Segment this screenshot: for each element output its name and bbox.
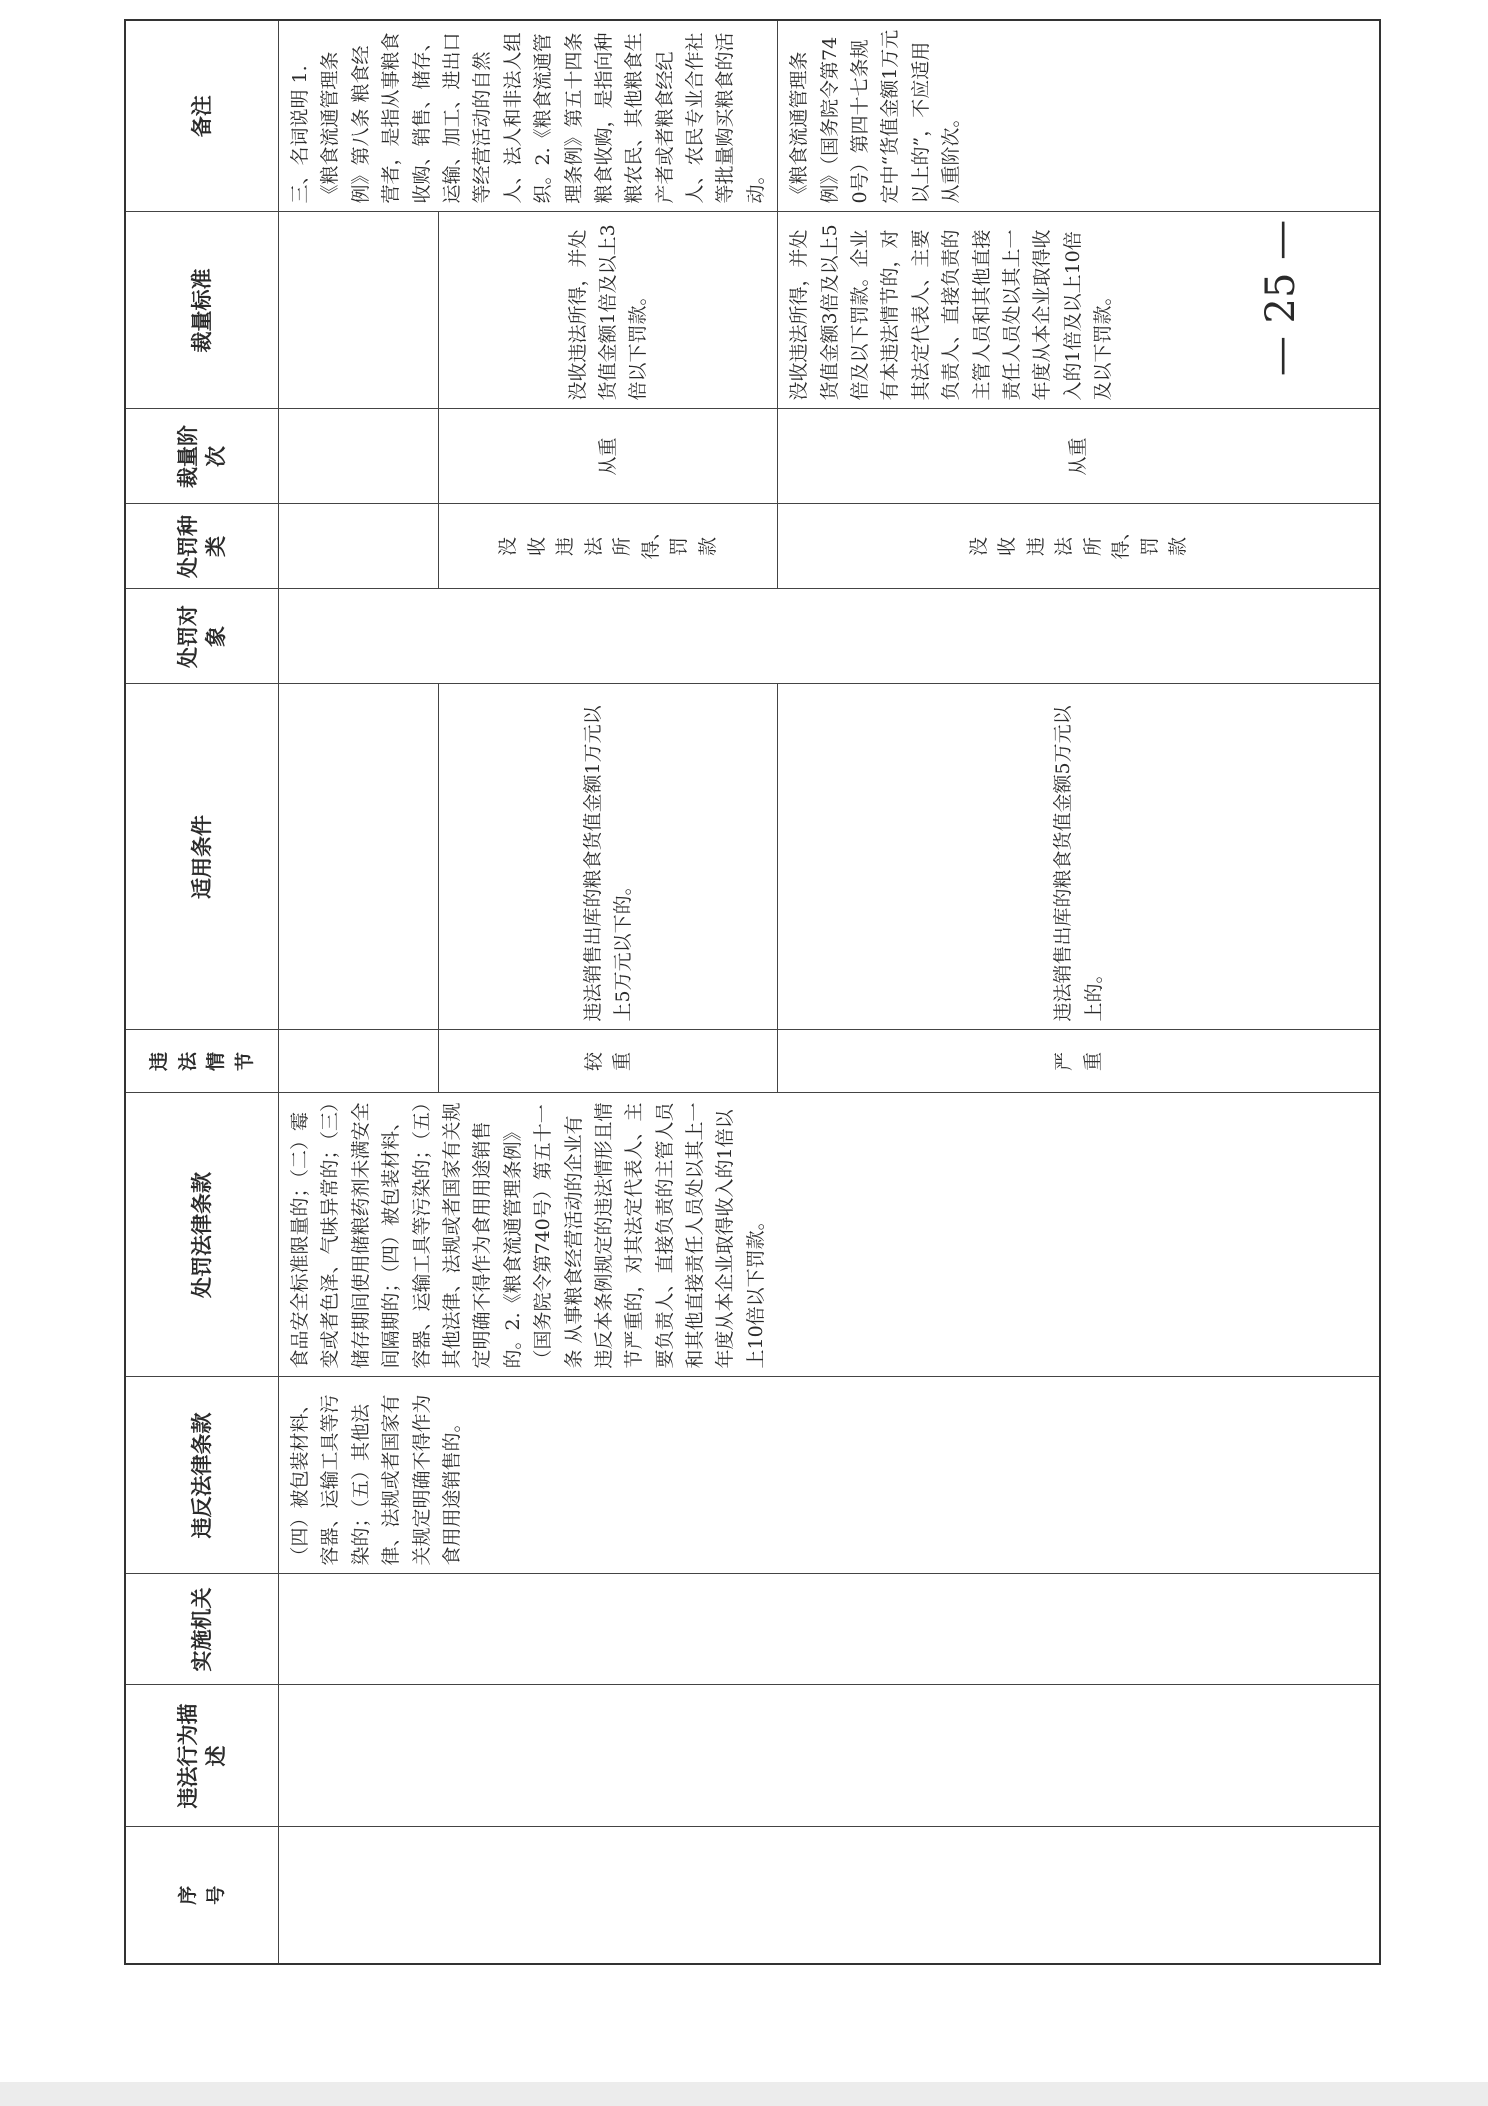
cell-penalty-type: 没收违法所得、罚款 xyxy=(778,504,1380,589)
cell-standard-top xyxy=(279,212,439,409)
header-target: 处罚对象 xyxy=(125,589,279,684)
cell-level: 从重 xyxy=(439,409,778,504)
header-seq: 序号 xyxy=(125,1827,279,1964)
cell-agency xyxy=(279,1574,1380,1685)
header-description: 违法行为描述 xyxy=(125,1685,279,1827)
cell-type-top xyxy=(279,504,439,589)
cell-standard: 没收违法所得，并处货值金额1倍及以上3倍以下罚款。 xyxy=(439,212,778,409)
cell-notes: 《粮食流通管理条例》（国务院令第740号）第四十七条规定中“货值金额1万元以上的”，不应适用从重阶次。 xyxy=(778,20,1380,212)
cell-conditions-top xyxy=(279,684,439,1030)
cell-notes-definitions: 三、名词说明 1.《粮食流通管理条例》第八条 粮食经营者，是指从事粮食收购、销售、储存、运输、加工、进出口等经营活动的自然人、法人和非法人组织。2.《粮食流通管理条例》第五十四条 粮食收购，是指向种粮农民、其他粮食生产者或者粮食经纪人、农民专业合作社等批量购买粮食的活动。 xyxy=(279,20,778,212)
cell-seq xyxy=(279,1827,1380,1964)
cell-circumstance: 严重 xyxy=(778,1030,1380,1093)
header-standard: 裁量标准 xyxy=(125,212,279,409)
header-conditions: 适用条件 xyxy=(125,684,279,1030)
cell-circumstance: 较重 xyxy=(439,1030,778,1093)
cell-level: 从重 xyxy=(778,409,1380,504)
penalty-discretion-table xyxy=(124,19,1381,1965)
header-row xyxy=(125,20,279,1964)
page-number: — 25 — xyxy=(1258,219,1304,377)
header-level: 裁量阶次 xyxy=(125,409,279,504)
header-violated-clause: 违反法律条款 xyxy=(125,1377,279,1574)
cell-circumstance-top xyxy=(279,1030,439,1093)
continuation-row xyxy=(279,20,439,1964)
cell-conditions: 违法销售出库的粮食货值金额1万元以上5万元以下的。 xyxy=(439,684,778,1030)
cell-penalty-type: 没收违法所得、罚款 xyxy=(439,504,778,589)
cell-standard: 没收违法所得，并处货值金额3倍及以上5倍及以下罚款。企业有本违法情节的，对其法定代表人、主要负责人、直接负责的主管人员和其他直接责任人员处以其上一年度从本企业取得收入的1倍及以上10倍及以下罚款。 xyxy=(778,212,1380,409)
header-penalty-clause: 处罚法律条款 xyxy=(125,1093,279,1377)
cell-level-top xyxy=(279,409,439,504)
cell-target xyxy=(279,589,1380,684)
cell-description xyxy=(279,1685,1380,1827)
cell-penalty-clause: 食品安全标准限量的；（二）霉变或者色泽、气味异常的；（三）储存期间使用储粮药剂未满安全间隔期的；（四）被包装材料、容器、运输工具等污染的；（五）其他法律、法规或者国家有关规定明确不得作为食用用途销售的。2.《粮食流通管理条例》（国务院令第740号）第五十一条 从事粮食经营活动的企业有违反本条例规定的违法情形且情节严重的，对其法定代表人、主要负责人、直接负责的主管人员和其他直接责任人员处以其上一年度从本企业取得收入的1倍以上10倍以下罚款。 xyxy=(279,1093,1380,1377)
cell-conditions: 违法销售出库的粮食货值金额5万元以上的。 xyxy=(778,684,1380,1030)
cell-violated-clause: （四）被包装材料、容器、运输工具等污染的；（五）其他法律、法规或者国家有关规定明确不得作为食用用途销售的。 xyxy=(279,1377,1380,1574)
header-penalty-type: 处罚种类 xyxy=(125,504,279,589)
header-notes: 备注 xyxy=(125,20,279,212)
header-circumstance: 违法情节 xyxy=(125,1030,279,1093)
header-agency: 实施机关 xyxy=(125,1574,279,1685)
